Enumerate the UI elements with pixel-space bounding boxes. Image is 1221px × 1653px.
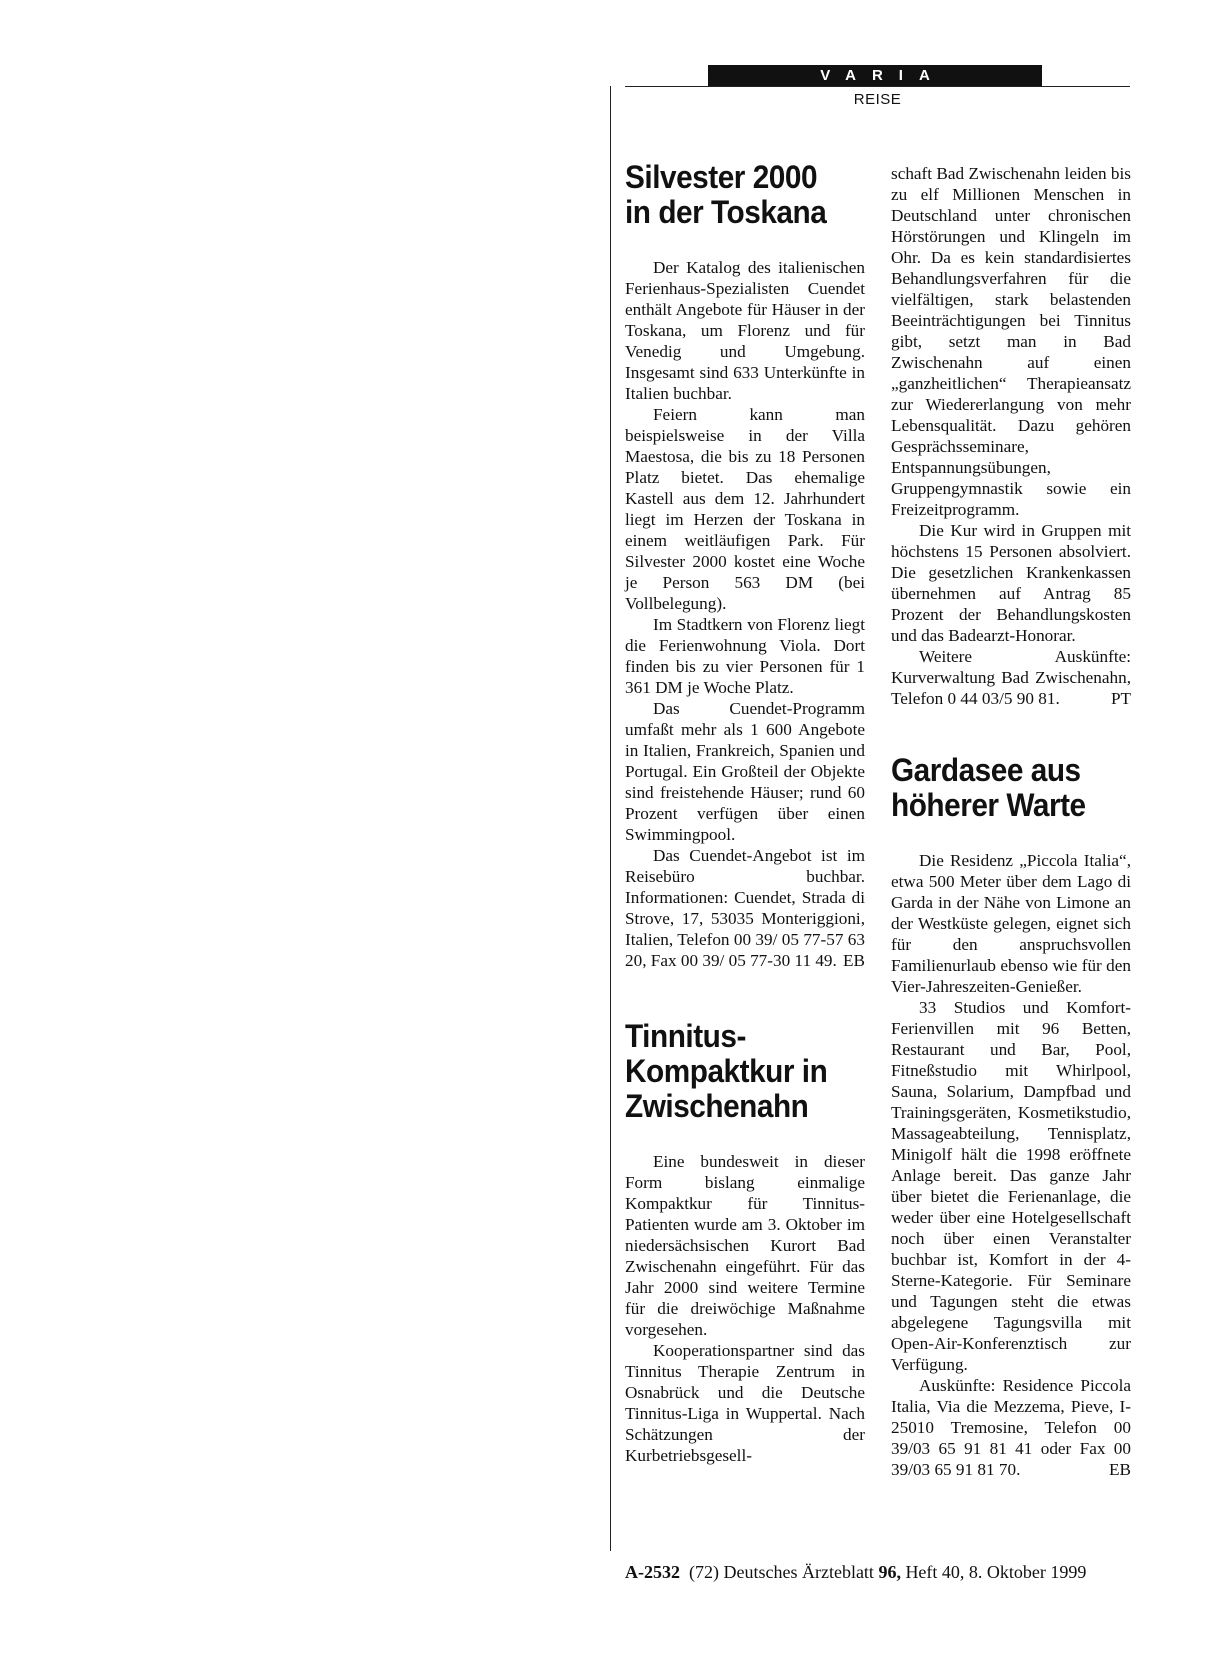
paragraph: 33 Studios und Komfort-Ferienvillen mit 96 Betten, Restaurant und Bar, Pool, Fitneßstudio mit Whirlpool, Sauna, Solarium, Dampfbad und Trainingsgeräten, Kosmetikstudio, Massageabteilung, Tennisplatz, Minigolf hält die 1998 eröffnete Anlage bereit. Das ganze Jahr über bietet die Ferienanlage, die weder über eine Hotelgesellschaft noch über einen Veranstalter buchbar ist, Komfort in der 4-Sterne-Kategorie. Für Seminare und Tagungen steht die etwas abgelegene Tagungsvilla mit Open-Air-Konferenztisch zur Verfügung.	[891, 998, 1131, 1374]
page-footer	[625, 1562, 1130, 1583]
author-signature: EB	[843, 951, 865, 970]
issue-info: Heft 40, 8. Oktober 1999	[905, 1562, 1087, 1582]
paragraph: Weitere Auskünfte: Kurverwaltung Bad Zwischenahn, Telefon 0 44 03/5 90 81.	[891, 647, 1131, 708]
paragraph: Feiern kann man beispielsweise in der Villa Maestosa, die bis zu 18 Personen Platz bietet. Das ehemalige Kastell aus dem 12. Jahrhundert liegt im Herzen der Toskana in einem weitläufigen Park. Für Silvester 2000 kostet eine Woche je Person 563 DM (bei Vollbelegung).	[625, 405, 865, 613]
header-rule	[625, 86, 1130, 87]
section-label: VARIA	[708, 65, 1042, 86]
article-silvester	[625, 160, 865, 971]
headline-line: Gardasee aus	[891, 752, 1081, 788]
paragraph: Der Katalog des italienischen Ferienhaus-Spezialisten Cuendet enthält Angebote für Häuser in der Toskana, um Florenz und für Venedig und Umgebung. Insgesamt sind 633 Unterkünfte in Italien buchbar.	[625, 258, 865, 403]
paragraph: Im Stadtkern von Florenz liegt die Ferienwohnung Viola. Dort finden bis zu vier Personen für 1 361 DM je Woche Platz.	[625, 615, 865, 697]
paragraph: Die Residenz „Piccola Italia“, etwa 500 Meter über dem Lago di Garda in der Nähe von Limone an der Westküste gelegen, eignet sich für den anspruchsvollen Familienurlaub ebenso wie für den Vier-Jahreszeiten-Genießer.	[891, 851, 1131, 996]
article-tinnitus	[625, 1019, 865, 1466]
paragraph: Das Cuendet-Programm umfaßt mehr als 1 600 Angebote in Italien, Frankreich, Spanien und Portugal. Ein Großteil der Objekte sind freistehende Häuser; rund 60 Prozent verfügen über einen Swimmingpool.	[625, 699, 865, 844]
paragraph: Die Kur wird in Gruppen mit höchstens 15 Personen absolviert. Die gesetzlichen Krankenkassen übernehmen auf Antrag 85 Prozent der Behandlungskosten und das Badearzt-Honorar.	[891, 521, 1131, 645]
subsection-label: REISE	[853, 91, 902, 108]
headline-line: Silvester 2000	[625, 159, 818, 195]
paragraph: Eine bundesweit in dieser Form bislang einmalige Kompaktkur für Tinnitus-Patienten wurde am 3. Oktober im niedersächsischen Kurort Bad Zwischenahn eingeführt. Für das Jahr 2000 sind weitere Termine für die dreiwöchige Maßnahme vorgesehen.	[625, 1152, 865, 1339]
article-gardasee	[891, 753, 1131, 1480]
paragraph: schaft Bad Zwischenahn leiden bis zu elf Millionen Menschen in Deutschland unter chronischen Hörstörungen und Klingeln im Ohr. Da es kein standardisiertes Behandlungsverfahren für die vielfältigen, stark belastenden Beeinträchtigungen bei Tinnitus gibt, setzt man in Bad Zwischenahn auf einen „ganzheitlichen“ Therapieansatz zur Wiedererlangung von mehr Lebensqualität. Dazu gehören Gesprächsseminare, Entspannungsübungen, Gruppengymnastik sowie ein Freizeitprogramm.	[891, 164, 1131, 519]
headline	[625, 1019, 848, 1124]
paragraph: Das Cuendet-Angebot ist im Reisebüro buchbar. Informationen: Cuendet, Strada di Strove, 17, 53035 Monteriggioni, Italien, Telefon 00 39/ 05 77-57 63 20, Fax 00 39/ 05 77-30 11 49.	[625, 846, 865, 970]
paragraph: Kooperationspartner sind das Tinnitus Therapie Zentrum in Osnabrück und die Deutsche Tinnitus-Liga in Wuppertal. Nach Schätzungen der Kurbetriebsgesell-	[625, 1341, 865, 1465]
headline-line: Kompaktkur in	[625, 1053, 828, 1089]
author-signature: PT	[1110, 689, 1131, 708]
column-rule	[610, 86, 611, 1551]
volume-number: 96,	[878, 1562, 901, 1582]
headline-line: höherer Warte	[891, 787, 1086, 823]
paragraph: Auskünfte: Residence Piccola Italia, Via die Mezzema, Pieve, I-25010 Tremosine, Telefon 00 39/03 65 91 81 41 oder Fax 00 39/03 65 91 81 70.	[891, 1376, 1131, 1479]
column-right	[891, 163, 1131, 1480]
headline	[891, 753, 1114, 823]
page-number: A-2532	[625, 1562, 680, 1582]
author-signature: EB	[1109, 1460, 1131, 1479]
headline-line: Tinnitus-	[625, 1018, 746, 1054]
headline-line: in der Toskana	[625, 194, 827, 230]
journal-name: (72) Deutsches Ärzteblatt	[689, 1562, 874, 1582]
article-tinnitus-continued	[891, 163, 1131, 709]
headline-line: Zwischenahn	[625, 1088, 809, 1124]
headline	[625, 160, 848, 230]
column-left	[625, 160, 865, 1466]
